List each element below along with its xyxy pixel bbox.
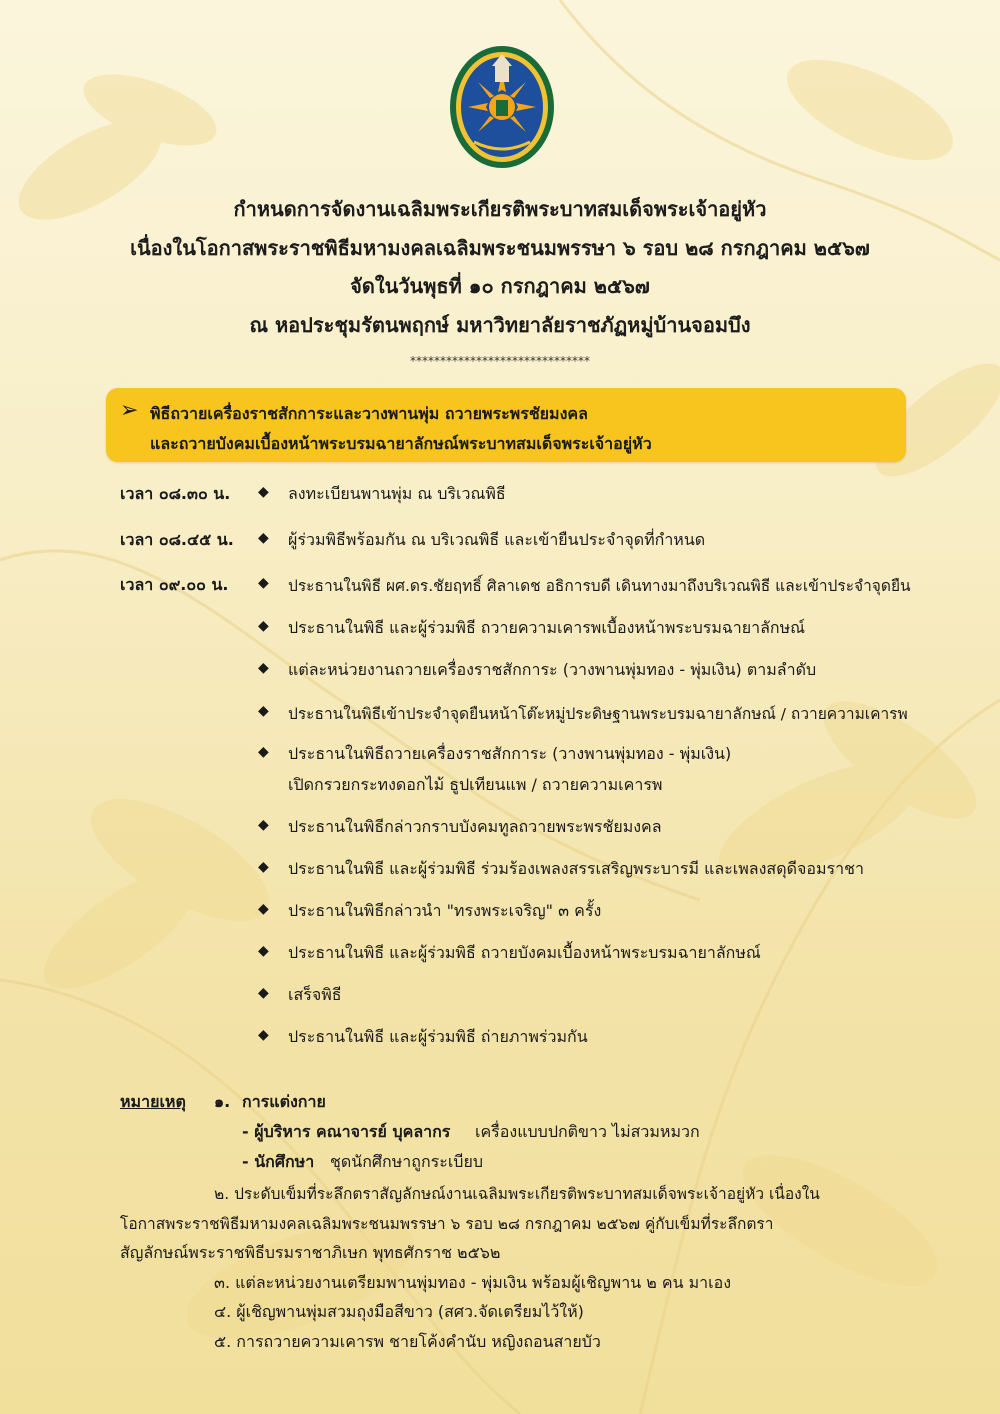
- star-separator: ******************************: [410, 354, 590, 368]
- schedule-item: เสร็จพิธี: [288, 985, 342, 1004]
- note-2-line-3: สัญลักษณ์พระราชพิธีบรมราชาภิเษก พุทธศักราช ๒๕๖๒: [120, 1243, 501, 1262]
- diamond-bullet-icon: ◆: [258, 703, 269, 719]
- arrow-icon: ➢: [120, 398, 139, 423]
- diamond-bullet-icon: ◆: [258, 660, 269, 676]
- note-1a-label: - ผู้บริหาร คณาจารย์ บุคลากร: [242, 1122, 451, 1141]
- diamond-bullet-icon: ◆: [258, 575, 269, 591]
- diamond-bullet-icon: ◆: [258, 943, 269, 959]
- diamond-bullet-icon: ◆: [258, 985, 269, 1001]
- schedule-item: ประธานในพิธีกล่าวนำ "ทรงพระเจริญ" ๓ ครั้ง: [288, 901, 602, 920]
- diamond-bullet-icon: ◆: [258, 901, 269, 917]
- note-2-line-2: โอกาสพระราชพิธีมหามงคลเฉลิมพระชนมพรรษา ๖ รอบ ๒๘ กรกฎาคม ๒๕๖๗ คู่กับเข็มที่ระลึกตรา: [120, 1215, 774, 1233]
- title-line-3: จัดในวันพุธที่ ๑๐ กรกฎาคม ๒๕๖๗: [350, 274, 650, 298]
- banner-line-2: และถวายบังคมเบื้องหน้าพระบรมฉายาลักษณ์พระบาทสมเด็จพระเจ้าอยู่หัว: [150, 434, 652, 453]
- note-1b-text: ชุดนักศึกษาถูกระเบียบ: [330, 1152, 483, 1171]
- note-4: ๔. ผู้เชิญพานพุ่มสวมถุงมือสีขาว (สศว.จัดเตรียมไว้ให้): [214, 1302, 584, 1321]
- title-line-2: เนื่องในโอกาสพระราชพิธีมหามงคลเฉลิมพระชนมพรรษา ๖ รอบ ๒๘ กรกฎาคม ๒๕๖๗: [130, 236, 870, 260]
- time-0830: เวลา ๐๘.๓๐ น.: [120, 484, 231, 503]
- time-0845: เวลา ๐๘.๔๕ น.: [120, 530, 234, 549]
- time-0900: เวลา ๐๙.๐๐ น.: [120, 575, 229, 594]
- schedule-item: ประธานในพิธีเข้าประจำจุดยืนหน้าโต๊ะหมู่ประดิษฐานพระบรมฉายาลักษณ์ / ถวายความเคารพ: [288, 705, 908, 723]
- schedule-item: ประธานในพิธี ผศ.ดร.ชัยฤทธิ์ ศิลาเดช อธิการบดี เดินทางมาถึงบริเวณพิธี และเข้าประจำจุดยืน: [288, 577, 911, 595]
- note-1b-label: - นักศึกษา: [242, 1152, 315, 1171]
- schedule-item: ลงทะเบียนพานพุ่ม ณ บริเวณพิธี: [288, 484, 506, 503]
- diamond-bullet-icon: ◆: [258, 859, 269, 875]
- notes-heading: หมายเหตุ: [120, 1092, 186, 1111]
- note-1-title: การแต่งกาย: [242, 1092, 326, 1111]
- diamond-bullet-icon: ◆: [258, 1027, 269, 1043]
- note-1-number: ๑.: [214, 1092, 231, 1111]
- ceremony-banner: [106, 388, 906, 462]
- schedule-item-continuation: เปิดกรวยกระทงดอกไม้ ธูปเทียนแพ / ถวายความเคารพ: [288, 775, 663, 794]
- university-logo: [448, 44, 556, 170]
- title-line-1: กำหนดการจัดงานเฉลิมพระเกียรติพระบาทสมเด็จพระเจ้าอยู่หัว: [233, 197, 767, 221]
- diamond-bullet-icon: ◆: [258, 530, 269, 546]
- banner-line-1: พิธีถวายเครื่องราชสักการะและวางพานพุ่ม ถวายพระพรชัยมงคล: [150, 404, 588, 423]
- schedule-item: แต่ละหน่วยงานถวายเครื่องราชสักการะ (วางพานพุ่มทอง - พุ่มเงิน) ตามลำดับ: [288, 660, 817, 679]
- schedule-item: ประธานในพิธี และผู้ร่วมพิธี ถวายความเคารพเบื้องหน้าพระบรมฉายาลักษณ์: [288, 618, 806, 637]
- diamond-bullet-icon: ◆: [258, 817, 269, 833]
- title-line-4: ณ หอประชุมรัตนพฤกษ์ มหาวิทยาลัยราชภัฏหมู่บ้านจอมบึง: [249, 313, 751, 337]
- schedule-item: ประธานในพิธีถวายเครื่องราชสักการะ (วางพานพุ่มทอง - พุ่มเงิน): [288, 744, 732, 763]
- schedule-item: ผู้ร่วมพิธีพร้อมกัน ณ บริเวณพิธี และเข้ายืนประจำจุดที่กำหนด: [288, 530, 706, 549]
- note-2-line-1: ๒. ประดับเข็มที่ระลึกตราสัญลักษณ์งานเฉลิมพระเกียรติพระบาทสมเด็จพระเจ้าอยู่หัว เนื่องใน: [214, 1185, 820, 1203]
- note-3: ๓. แต่ละหน่วยงานเตรียมพานพุ่มทอง - พุ่มเงิน พร้อมผู้เชิญพาน ๒ คน มาเอง: [214, 1273, 732, 1292]
- schedule-item: ประธานในพิธีกล่าวกราบบังคมทูลถวายพระพรชัยมงคล: [288, 817, 662, 836]
- schedule-item: ประธานในพิธี และผู้ร่วมพิธี ถ่ายภาพร่วมกัน: [288, 1027, 588, 1046]
- note-1a-text: เครื่องแบบปกติขาว ไม่สวมหมวก: [475, 1122, 700, 1141]
- diamond-bullet-icon: ◆: [258, 484, 269, 500]
- schedule-item: ประธานในพิธี และผู้ร่วมพิธี ถวายบังคมเบื้องหน้าพระบรมฉายาลักษณ์: [288, 943, 761, 962]
- diamond-bullet-icon: ◆: [258, 618, 269, 634]
- diamond-bullet-icon: ◆: [258, 744, 269, 760]
- schedule-item: ประธานในพิธี และผู้ร่วมพิธี ร่วมร้องเพลงสรรเสริญพระบารมี และเพลงสดุดีจอมราชา: [288, 859, 864, 878]
- note-5: ๕. การถวายความเคารพ ชายโค้งคำนับ หญิงถอนสายบัว: [214, 1332, 601, 1351]
